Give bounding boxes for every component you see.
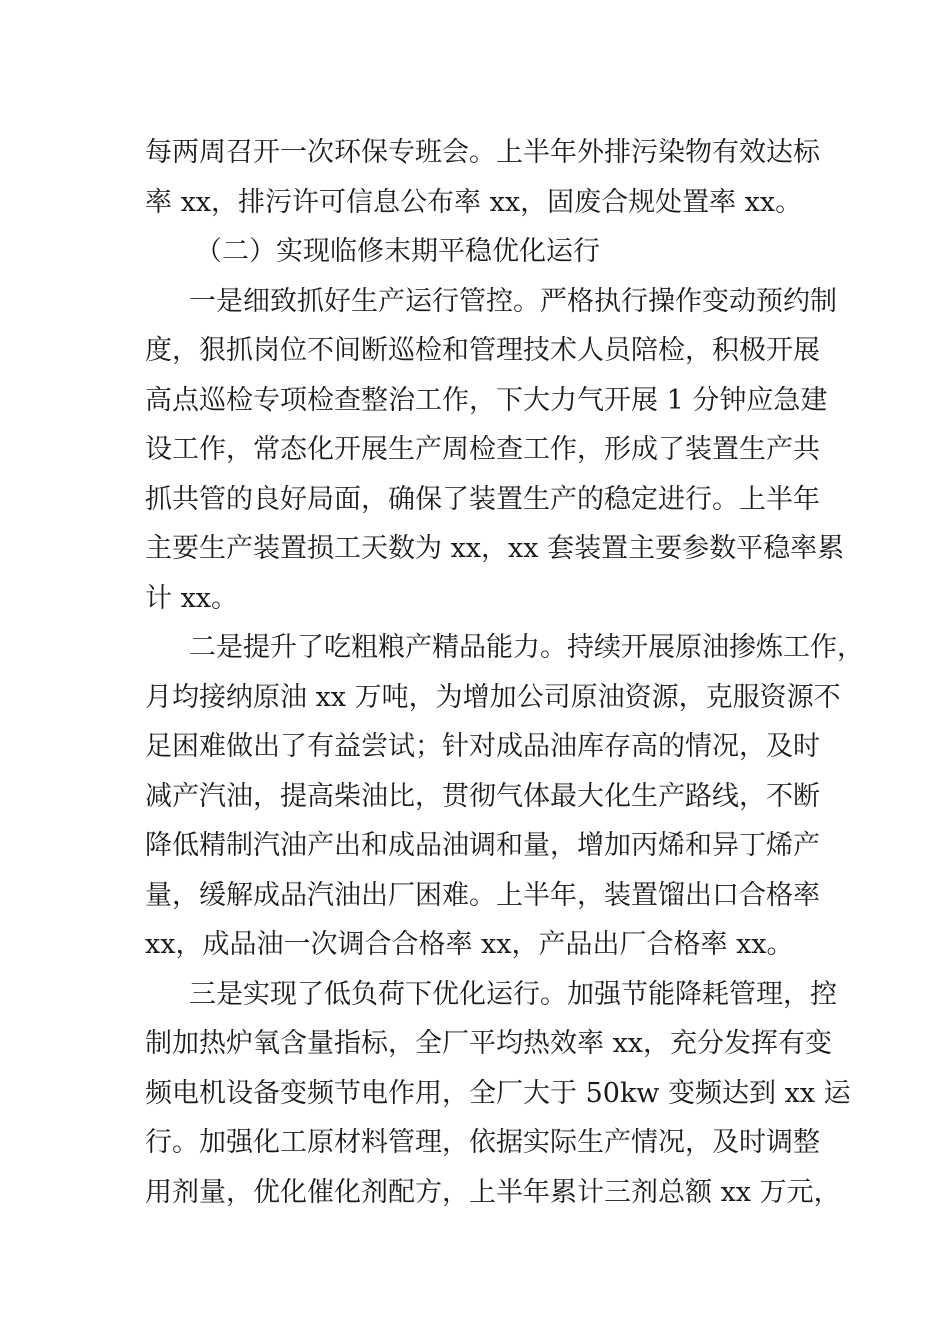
text-line: 计 xx。: [145, 582, 239, 614]
text-line: 主要生产装置损工天数为 xx，xx 套装置主要参数平稳率累: [145, 533, 845, 564]
text-line: 度，狠抓岗位不间断巡检和管理技术人员陪检，积极开展: [145, 335, 820, 366]
text-line: 每两周召开一次环保专班会。上半年外排污染物有效达标: [145, 137, 820, 168]
text-line: 量，缓解成品汽油出厂困难。上半年，装置馏出口合格率: [145, 879, 820, 911]
text-line: 月均接纳原油 xx 万吨，为增加公司原油资源，克服资源不: [145, 681, 841, 713]
text-line: 设工作，常态化开展生产周检查工作，形成了装置生产共: [145, 434, 820, 465]
text-line: 足困难做出了有益尝试；针对成品油库存高的情况，及时: [145, 731, 820, 762]
text-line: 率 xx，排污许可信息公布率 xx，固废合规处置率 xx。: [145, 186, 803, 218]
text-line: 降低精制汽油产出和成品油调和量，增加丙烯和异丁烯产: [145, 830, 820, 861]
text-line: 频电机设备变频节电作用，全厂大于 50kw 变频达到 xx 运: [145, 1077, 851, 1109]
paragraph-first-line: 三是实现了低负荷下优化运行。加强节能降耗管理，控: [189, 978, 837, 1010]
text-line: 用剂量，优化催化剂配方，上半年累计三剂总额 xx 万元，: [145, 1176, 841, 1208]
text-line: 制加热炉氧含量指标，全厂平均热效率 xx，充分发挥有变: [145, 1028, 833, 1059]
text-line: xx，成品油一次调合合格率 xx，产品出厂合格率 xx。: [145, 929, 794, 960]
text-line: 行。加强化工原材料管理，依据实际生产情况，及时调整: [145, 1127, 820, 1158]
text-line: 高点巡检专项检查整治工作，下大力气开展 1 分钟应急建: [145, 384, 828, 416]
text-line: 减产汽油，提高柴油比，贯彻气体最大化生产路线，不断: [145, 780, 820, 812]
section-heading: （二）实现临修末期平稳优化运行: [195, 236, 600, 267]
document-body: [145, 128, 864, 1217]
paragraph-first-line: 二是提升了吃粗粮产精品能力。持续开展原油掺炼工作，: [189, 632, 864, 663]
text-line: 抓共管的良好局面，确保了装置生产的稳定进行。上半年: [145, 483, 820, 515]
paragraph-first-line: 一是细致抓好生产运行管控。严格执行操作变动预约制: [189, 285, 837, 317]
